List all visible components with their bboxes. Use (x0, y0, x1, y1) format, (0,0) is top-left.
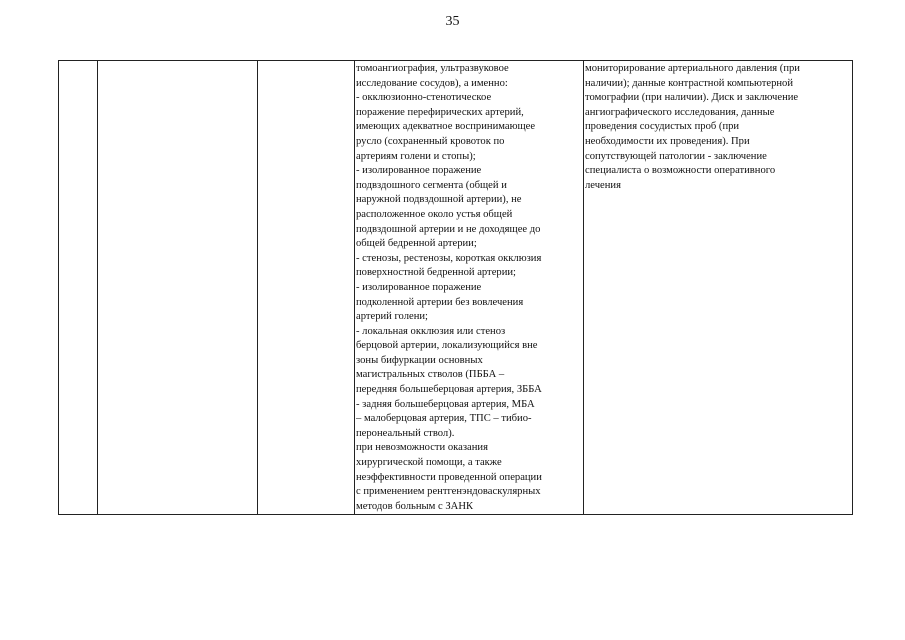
indications-text-line: неэффективности проведенной операции (356, 471, 542, 483)
indications-text-line: - локальная окклюзия или стеноз (356, 325, 506, 337)
cell-col1 (59, 61, 98, 515)
requirements-text-line: сопутствующей патологии - заключение (585, 150, 767, 162)
requirements-text-line: специалиста о возможности оперативного (585, 165, 776, 177)
indications-text-line: артериям голени и стопы); (356, 150, 476, 162)
indications-text-line: расположенное около устья общей (356, 208, 513, 220)
indications-text-line: подвздошной артерии и не доходящее до (356, 223, 541, 235)
indications-text-line: с применением рентгенэндоваскулярных (356, 486, 541, 498)
page-number: 35 (445, 14, 460, 29)
indications-text-line: передняя большеберцовая артерия, ЗББА (356, 384, 542, 396)
indications-text-line: берцовой артерии, локализующийся вне (356, 340, 538, 352)
indications-text-line: общей бедренной артерии; (356, 238, 477, 250)
requirements-text-line: томографии (при наличии). Диск и заключение (585, 92, 799, 104)
cell-col2 (98, 61, 258, 515)
document-table (58, 60, 853, 515)
requirements-text-line: наличии); данные контрастной компьютерной (585, 77, 793, 89)
indications-text-line: магистральных стволов (ПББА – (356, 369, 505, 381)
cell-col3 (258, 61, 355, 515)
indications-text-line: - стенозы, рестенозы, короткая окклюзия (356, 252, 542, 264)
indications-text-line: - изолированное поражение (356, 165, 482, 177)
indications-text-line: поверхностной бедренной артерии; (356, 267, 516, 279)
indications-text-line: подколенной артерии без вовлечения (356, 296, 524, 308)
indications-text-line: подвздошного сегмента (общей и (356, 179, 507, 191)
indications-text-line: – малоберцовая артерия, ТПС – тибио- (356, 413, 532, 425)
cell-indications (355, 61, 584, 515)
indications-text-line: томоангиография, ультразвуковое (356, 63, 509, 74)
indications-text-line: методов больным с ЗАНК (356, 500, 474, 512)
indications-text-line: русло (сохраненный кровоток по (356, 135, 505, 147)
indications-text-line: исследование сосудов), а именно: (356, 77, 508, 89)
indications-text-line: наружной подвздошной артерии), не (356, 194, 522, 206)
requirements-text-line: ангиографического исследования, данные (585, 106, 775, 118)
requirements-text-line: лечения (585, 179, 621, 191)
indications-text-line: поражение перефирических артерий, (356, 106, 524, 118)
requirements-text-line: проведения сосудистых проб (при (585, 121, 740, 133)
indications-text-line: - изолированное поражение (356, 281, 482, 293)
indications-text-line: зоны бифуркации основных (356, 354, 483, 366)
indications-text-line: - окклюзионно-стенотическое (356, 92, 492, 104)
table-row (59, 61, 853, 515)
indications-text-line: имеющих адекватное воспринимающее (356, 121, 536, 133)
requirements-text-line: необходимости их проведения). При (585, 135, 750, 147)
indications-text-line: перонеальный ствол). (356, 427, 455, 439)
requirements-text-line: мониторирование артериального давления (при (585, 63, 800, 74)
indications-text-line: - задняя большеберцовая артерия, МБА (356, 398, 535, 410)
indications-text-line: хирургической помощи, а также (356, 457, 502, 469)
indications-text-line: артерий голени; (356, 311, 428, 323)
cell-requirements (584, 61, 853, 515)
indications-text-line: при невозможности оказания (356, 442, 488, 454)
